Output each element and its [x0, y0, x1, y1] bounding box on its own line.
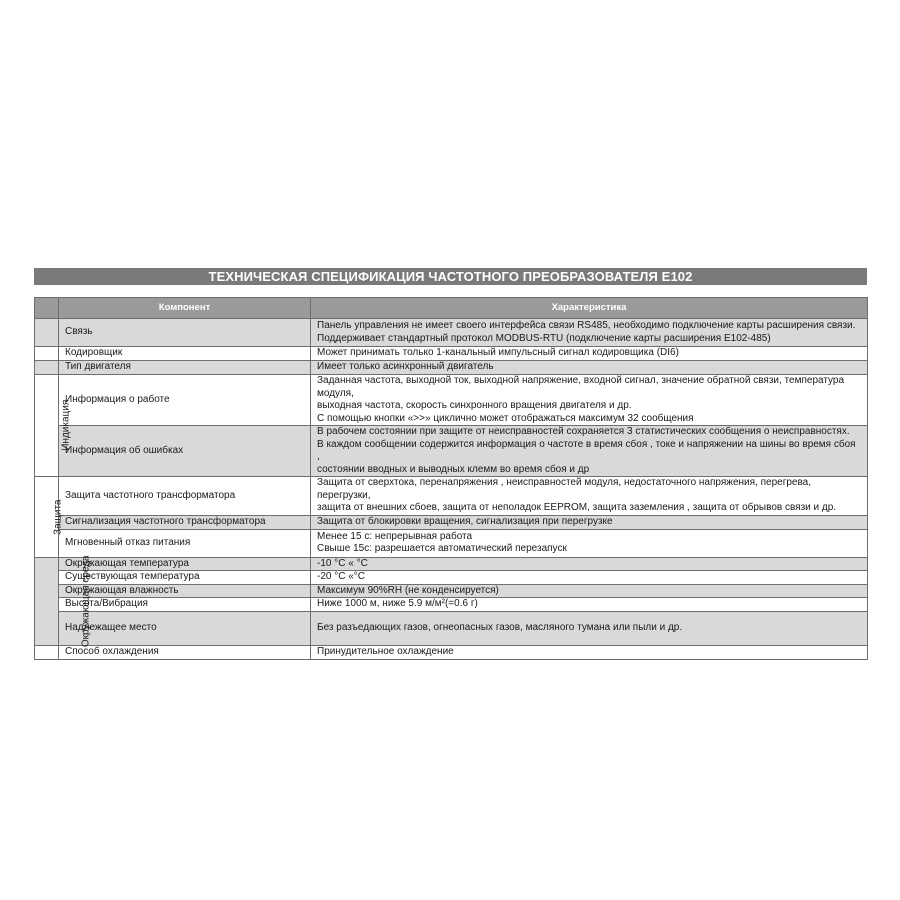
characteristic-cell [311, 347, 868, 361]
characteristic-cell [311, 571, 868, 585]
characteristic-line: Панель управления не имеет своего интерфейса связи RS485, необходимо подключение карты расширения связи. [317, 320, 856, 331]
header-component: Компонент [59, 298, 311, 319]
characteristic-line: В каждом сообщении содержится информация о частоте в время сбоя , токе и напряжении на шины во время сбоя , [317, 438, 856, 462]
component-cell: Информация об ошибках [59, 426, 311, 477]
component-cell: Тип двигателя [59, 361, 311, 375]
group-cell [35, 361, 59, 375]
table-row [35, 375, 868, 426]
characteristic-line: Менее 15 с: непрерывная работа [317, 530, 473, 542]
characteristic-line: Защита от блокировки вращения, сигнализация при перегрузке [317, 515, 613, 527]
group-label: Индикация [60, 399, 72, 452]
characteristic-cell [311, 426, 868, 477]
characteristic-cell [311, 598, 868, 612]
characteristic-line: Защита от сверхтока, перенапряжения , неисправностей модуля, недостаточного напряжения, перегрева, перегрузки, [317, 477, 812, 501]
component-cell: Мгновенный отказ питания [59, 529, 311, 557]
table-row [35, 571, 868, 585]
component-cell: Связь [59, 319, 311, 347]
characteristic-cell [311, 529, 868, 557]
characteristic-line: -20 °C «°C [317, 571, 366, 582]
characteristic-line: Имеет только асинхронный двигатель [317, 361, 494, 373]
table-row [35, 612, 868, 646]
characteristic-line: Свыше 15с: разрешается автоматический перезапуск [317, 543, 567, 554]
table-row [35, 515, 868, 529]
table-row [35, 361, 868, 375]
characteristic-line: состоянии вводных и выводных клемм во время сбоя и др [317, 463, 590, 475]
table-row [35, 477, 868, 516]
component-cell: Окружающая влажность [59, 584, 311, 598]
characteristic-cell [311, 557, 868, 571]
group-environment [35, 555, 92, 648]
characteristic-line: выходная частота, скорость синхронного вращения двигателя и др. [317, 400, 632, 411]
characteristic-cell [311, 646, 868, 660]
table-row [35, 646, 868, 660]
table-row [35, 598, 868, 612]
component-cell: Существующая температура [59, 571, 311, 585]
characteristic-cell [311, 319, 868, 347]
group-cell [35, 347, 59, 361]
characteristic-line: Максимум 90%RH (не конденсируется) [317, 584, 499, 596]
characteristic-line: -10 °C « °C [317, 557, 368, 569]
characteristic-line: В рабочем состоянии при защите от неисправностей сохраняется 3 статистических сообщения о неисправностях. [317, 426, 850, 437]
component-cell: Сигнализация частотного трансформатора [59, 515, 311, 529]
characteristic-line: С помощью кнопки «>>» циклично может отображаться максимум 32 сообщения [317, 412, 694, 424]
characteristic-cell [311, 375, 868, 426]
group-indication [35, 375, 72, 477]
table-row [35, 426, 868, 477]
group-protection [35, 477, 64, 558]
component-cell: Защита частотного трансформатора [59, 477, 311, 516]
table-row [35, 319, 868, 347]
component-cell: Способ охлаждения [59, 646, 311, 660]
header-characteristic: Характеристика [311, 298, 868, 319]
characteristic-line: Ниже 1000 м, ниже 5.9 м/м²(=0.6 г) [317, 598, 478, 610]
spec-table [34, 297, 868, 660]
group-label: Окружающая среда [80, 555, 92, 648]
group-cell [35, 646, 59, 660]
page-title: ТЕХНИЧЕСКАЯ СПЕЦИФИКАЦИЯ ЧАСТОТНОГО ПРЕОБРАЗОВАТЕЛЯ Е102 [34, 268, 867, 285]
table-row [35, 529, 868, 557]
table-row [35, 557, 868, 571]
group-label: Защита [52, 499, 64, 535]
characteristic-line: Без разъедающих газов, огнеопасных газов, масляного тумана или пыли и др. [317, 622, 683, 634]
component-cell: Высота/Вибрация [59, 598, 311, 612]
table-row [35, 347, 868, 361]
characteristic-cell [311, 515, 868, 529]
characteristic-cell [311, 477, 868, 516]
characteristic-line: Принудительное охлаждение [317, 646, 454, 658]
component-cell: Кодировщик [59, 347, 311, 361]
spec-sheet [34, 268, 867, 660]
characteristic-cell [311, 612, 868, 646]
component-cell: Окружающая температура [59, 557, 311, 571]
characteristic-line: Может принимать только 1-канальный импульсный сигнал кодировщика (DI6) [317, 347, 679, 359]
group-cell [35, 319, 59, 347]
component-cell: Надлежащее место [59, 612, 311, 646]
header-blank-cell [35, 298, 59, 319]
table-row [35, 584, 868, 598]
characteristic-cell [311, 361, 868, 375]
characteristic-line: Поддерживает стандартный протокол MODBUS-RTU (подключение карты расширения Е102-485) [317, 332, 771, 344]
header-row [35, 298, 868, 319]
component-cell: Информация о работе [59, 375, 311, 426]
characteristic-line: Заданная частота, выходной ток, выходной напряжение, входной сигнал, значение обратной связи, температура модуля, [317, 375, 845, 399]
characteristic-line: защита от внешних сбоев, защита от неполадок EEPROM, защита заземления , защита от обрывов связи и др. [317, 502, 837, 513]
characteristic-cell [311, 584, 868, 598]
